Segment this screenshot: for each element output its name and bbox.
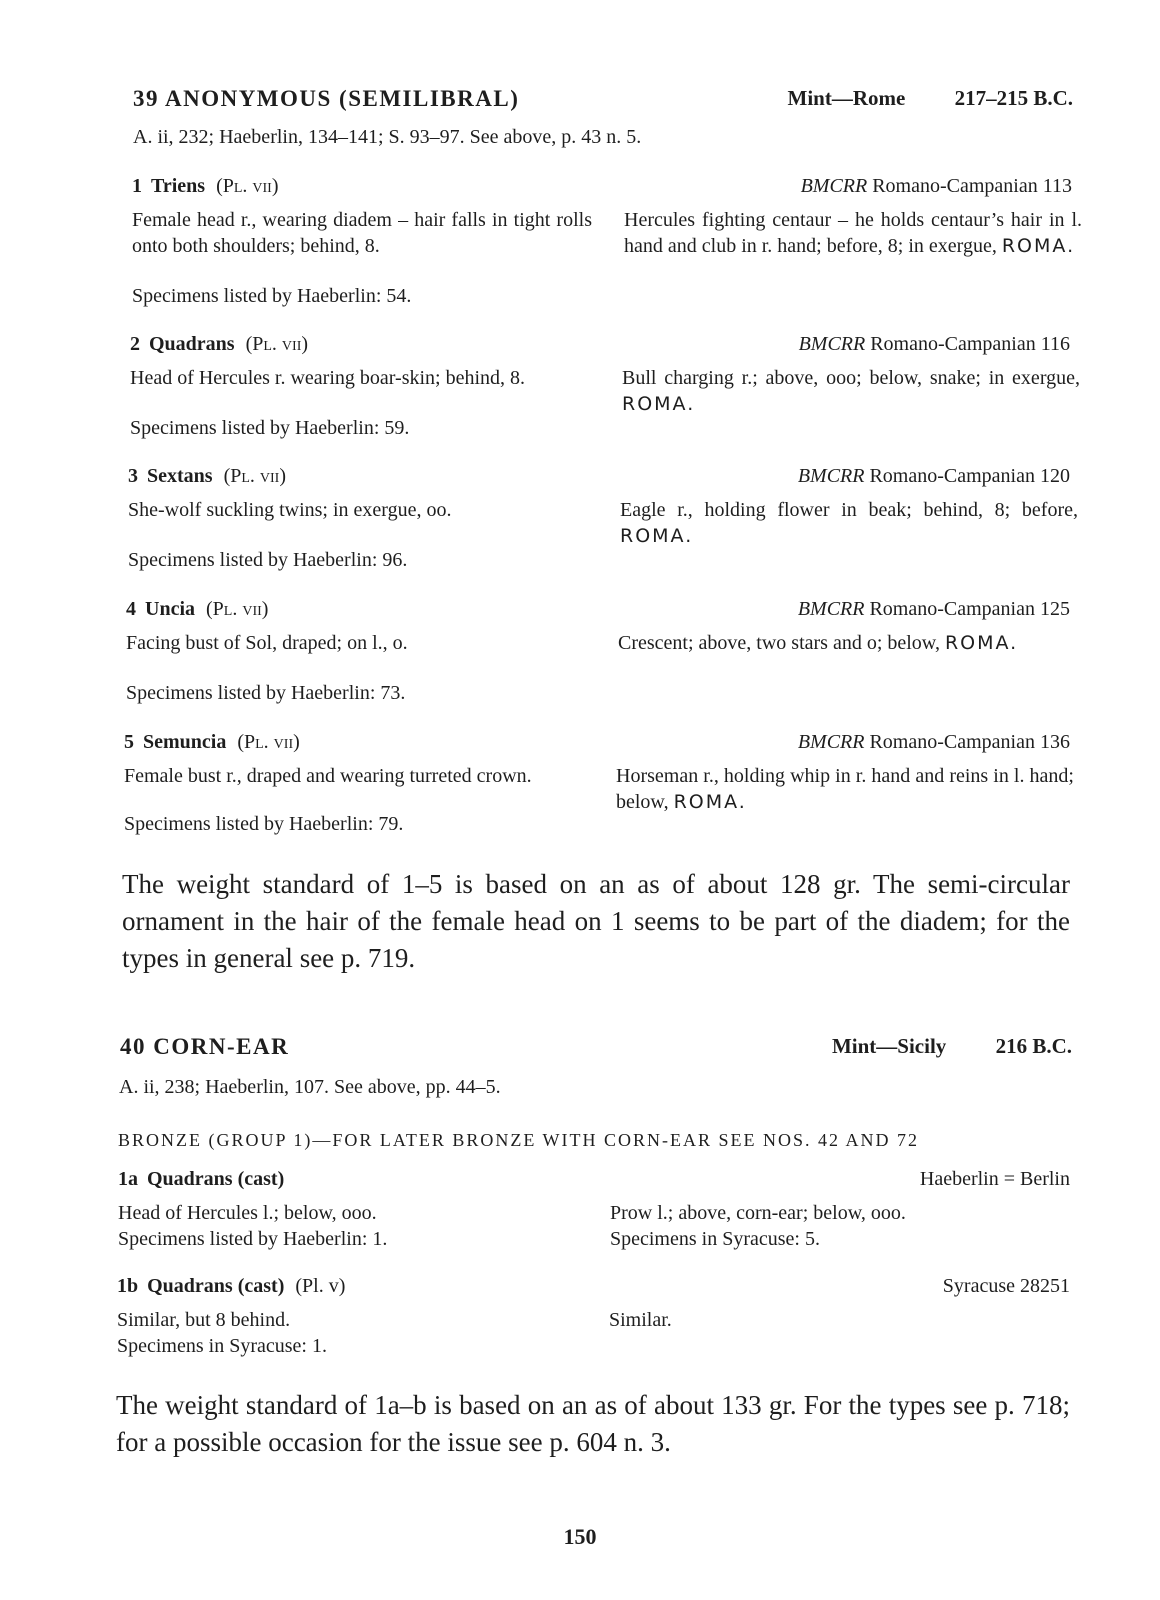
coin-entry	[130, 331, 1080, 451]
section-40-references: A. ii, 238; Haeberlin, 107. See above, pp. 44–5.	[119, 1076, 501, 1098]
coin-number: 3	[128, 465, 138, 487]
plate-reference: (Pl. vii)	[245, 333, 309, 355]
catalogue-abbrev: BMCRR	[797, 598, 865, 620]
catalogue-abbrev: BMCRR	[797, 465, 865, 487]
plate-reference: (Pl. vii)	[216, 175, 279, 197]
coin-entry	[128, 463, 1078, 583]
specimen-count: Specimens listed by Haeberlin: 1.	[118, 1228, 388, 1250]
specimen-count: Specimens listed by Haeberlin: 59.	[130, 417, 410, 439]
section-39-header	[133, 86, 1073, 112]
coin-denomination: Semuncia	[143, 731, 227, 753]
section-40-date: 216 B.C.	[995, 1034, 1072, 1058]
catalogue-abbrev: BMCRR	[797, 731, 865, 753]
plate-reference: (Pl. vii)	[237, 731, 300, 753]
specimen-count: Specimens listed by Haeberlin: 73.	[126, 682, 406, 704]
reverse-text: Similar.	[609, 1309, 672, 1331]
coin-denomination: Quadrans (cast)	[147, 1275, 285, 1297]
section-39-mint: Mint—Rome	[787, 86, 906, 110]
reverse-description	[622, 365, 1080, 417]
catalogue-reference: Haeberlin = Berlin	[919, 1168, 1070, 1190]
section-40-commentary: The weight standard of 1a–b is based on an as of about 133 gr. For the types see p. 718; for a possible occasion for the issue see p. 604 n. 3.	[116, 1390, 1070, 1457]
section-39-date: 217–215 B.C.	[954, 86, 1073, 110]
reverse-legend: ROMA.	[622, 393, 696, 415]
coin-denomination: Sextans	[147, 465, 213, 487]
reverse-description	[624, 207, 1082, 259]
reverse-description	[618, 630, 1076, 656]
coin-number: 1b	[117, 1275, 139, 1297]
obverse-description	[117, 1307, 577, 1359]
reverse-description	[616, 763, 1074, 815]
specimen-count: Specimens in Syracuse: 5.	[610, 1228, 820, 1250]
catalogue-reference	[801, 173, 1072, 199]
section-39-title: 39 ANONYMOUS (SEMILIBRAL)	[133, 86, 520, 111]
catalogue-reference	[799, 331, 1070, 357]
section-40-mint: Mint—Sicily	[831, 1034, 947, 1058]
coin-number: 5	[124, 731, 134, 753]
reverse-text: Bull charging r.; above, ooo; below, snake; in exergue,	[622, 367, 1080, 389]
section-40-meta	[832, 1034, 1072, 1059]
coin-entry-heading	[130, 331, 308, 357]
obverse-text: Head of Hercules l.; below, ooo.	[118, 1202, 377, 1224]
specimen-count: Specimens listed by Haeberlin: 96.	[128, 549, 408, 571]
specimen-count: Specimens listed by Haeberlin: 54.	[132, 285, 412, 307]
coin-denomination: Quadrans	[149, 333, 235, 355]
reverse-description	[610, 1200, 1068, 1252]
reverse-description	[620, 497, 1078, 549]
obverse-description: Female head r., wearing diadem – hair falls in tight rolls onto both shoulders; behind, 8.	[132, 209, 592, 257]
coin-entry	[124, 729, 1074, 849]
page-number: 150	[563, 1524, 597, 1549]
plate-reference: (Pl. vii)	[206, 598, 269, 620]
coin-entry-heading	[118, 1166, 290, 1192]
coin-number: 4	[126, 598, 136, 620]
reverse-text: Horseman r., holding whip in r. hand and reins in l. hand; below,	[616, 765, 1074, 813]
coin-denomination: Quadrans (cast)	[147, 1168, 285, 1190]
reverse-description	[609, 1307, 1067, 1333]
catalogue-abbrev: BMCRR	[798, 333, 866, 355]
coin-number: 2	[130, 333, 140, 355]
obverse-description	[118, 1200, 578, 1252]
section-39-references: A. ii, 232; Haeberlin, 134–141; S. 93–97. See above, p. 43 n. 5.	[133, 126, 642, 148]
section-39-meta	[788, 86, 1074, 111]
section-40-title: 40 CORN-EAR	[120, 1034, 290, 1059]
obverse-description: Female bust r., draped and wearing turreted crown.	[124, 765, 532, 787]
catalogue-reference	[798, 596, 1070, 622]
plate-reference: (Pl. vii)	[223, 465, 287, 487]
catalogue-abbrev: BMCRR	[800, 175, 868, 197]
coin-entry-heading	[132, 173, 279, 199]
catalogue-reference	[798, 463, 1070, 489]
coin-entry-heading	[126, 596, 268, 622]
catalogue-number: Romano-Campanian 125	[864, 598, 1070, 620]
catalogue-number: Romano-Campanian 136	[864, 731, 1070, 753]
obverse-text: Similar, but 8 behind.	[117, 1309, 291, 1331]
reverse-legend: ROMA.	[1001, 235, 1076, 257]
section-40-header	[120, 1034, 1072, 1060]
reverse-legend: ROMA.	[620, 525, 694, 547]
catalogue-reference: Syracuse 28251	[942, 1275, 1070, 1297]
catalogue-number: Romano-Campanian 120	[864, 465, 1070, 487]
obverse-description: She-wolf suckling twins; in exergue, oo.	[128, 499, 452, 521]
coin-entry	[118, 1166, 1070, 1266]
specimen-count: Specimens in Syracuse: 1.	[117, 1335, 327, 1357]
coin-denomination: Triens	[151, 175, 206, 197]
reverse-legend: ROMA.	[673, 791, 747, 813]
reverse-text: Prow l.; above, corn-ear; below, ooo.	[610, 1202, 906, 1224]
section-39-commentary: The weight standard of 1–5 is based on an as of about 128 gr. The semi-circular ornament in the hair of the female head on 1 seems to be part of the diadem; for the types in general see p. 719.	[122, 869, 1070, 973]
obverse-description: Facing bust of Sol, draped; on l., o.	[126, 632, 408, 654]
catalogue-number: Romano-Campanian 116	[865, 333, 1070, 355]
coin-entry-heading	[124, 729, 300, 755]
obverse-description: Head of Hercules r. wearing boar-skin; behind, 8.	[130, 367, 526, 389]
reverse-text: Hercules fighting centaur – he holds centaur’s hair in l. hand and club in r. hand; before, 8; in exergue,	[624, 209, 1082, 257]
group-heading: BRONZE (GROUP 1)—FOR LATER BRONZE WITH CORN-EAR SEE NOS. 42 AND 72	[118, 1130, 920, 1150]
reverse-text: Eagle r., holding flower in beak; behind, 8; before,	[620, 499, 1078, 521]
coin-number: 1a	[118, 1168, 138, 1190]
catalogue-reference	[798, 729, 1070, 755]
reverse-legend: ROMA.	[944, 632, 1019, 654]
coin-entry	[126, 596, 1070, 716]
coin-entry	[117, 1273, 1070, 1373]
coin-entry-heading	[128, 463, 286, 489]
reverse-text: Crescent; above, two stars and o; below,	[618, 632, 945, 654]
coin-denomination: Uncia	[145, 598, 195, 620]
specimen-count: Specimens listed by Haeberlin: 79.	[124, 813, 404, 835]
catalogue-number: Romano-Campanian 113	[867, 175, 1072, 197]
coin-number: 1	[132, 175, 142, 197]
plate-reference: (Pl. v)	[295, 1275, 346, 1297]
coin-entry-heading	[117, 1273, 345, 1299]
coin-entry	[132, 173, 1082, 323]
